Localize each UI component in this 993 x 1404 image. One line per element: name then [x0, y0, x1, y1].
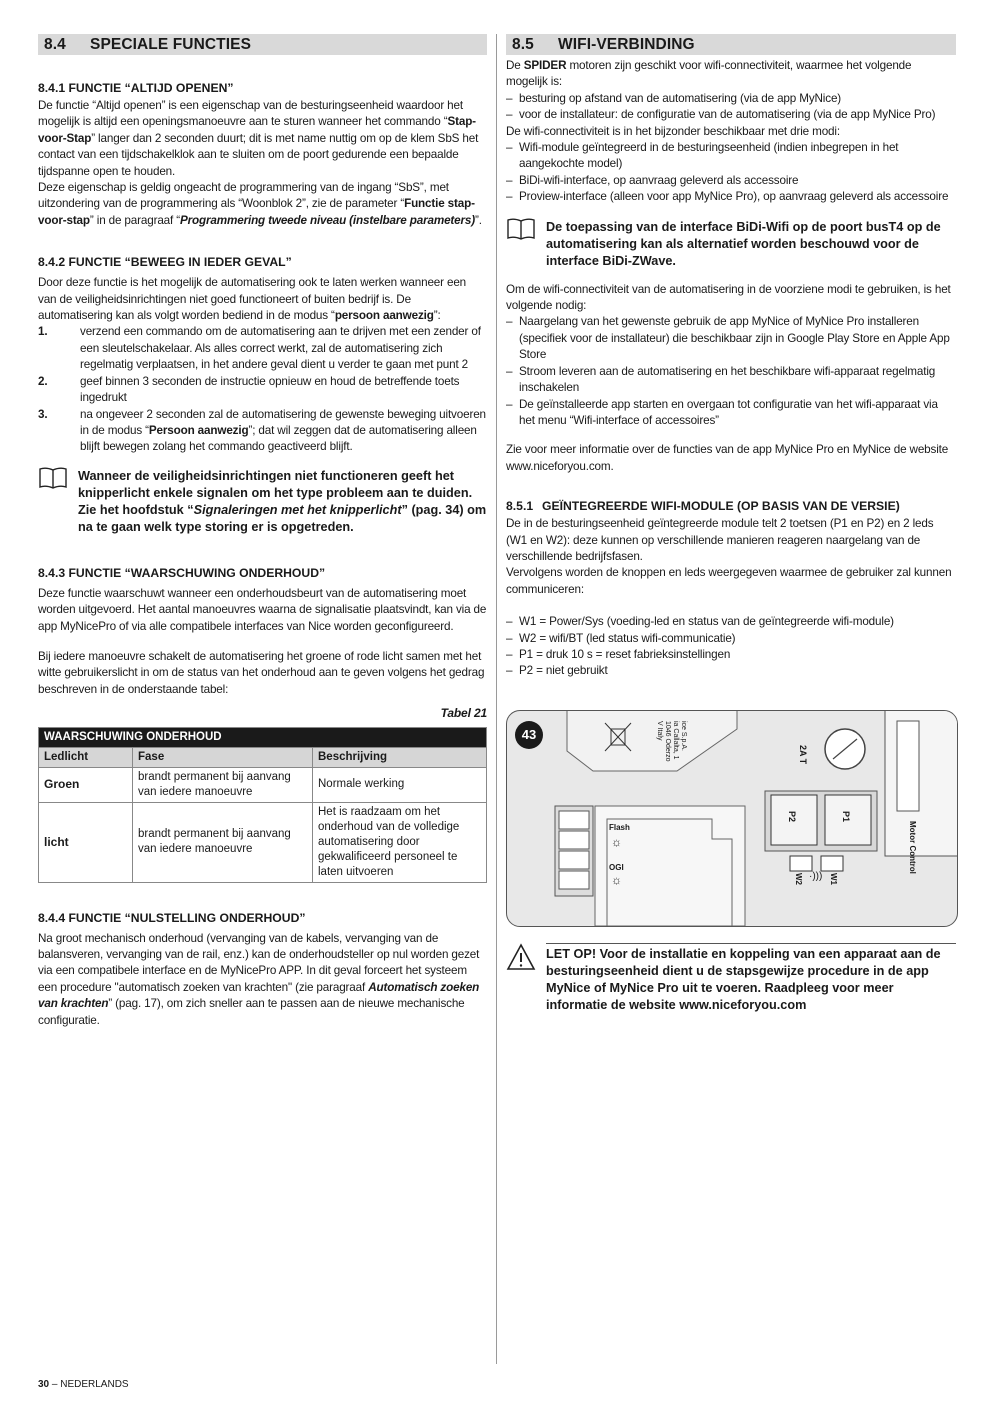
- paragraph-altijd-openen-1: De functie “Altijd openen” is een eigenschap van de besturingseenheid waardoor het mogelijk is altijd een openingsmanoeuvre aan te sturen wanneer het commando “Stap-voor-Stap” langer dan 2 seconden duurt; dit is met name nuttig om op de klem SbS het contact van een tijdschakelklok aan te sluiten om de poort gedurende een bepaalde tijdspanne open te houden.: [38, 99, 479, 178]
- ogi-led-icon: ☼: [611, 872, 622, 887]
- list-item: – Naargelang van het gewenste gebruik de app MyNice of MyNice Pro installeren (specifiek voor de installateur) die beschikbaar zijn in Google Play Store en Apple App Store: [506, 314, 956, 363]
- book-icon: [38, 466, 68, 495]
- list-item: 3. na ongeveer 2 seconden zal de automatisering de gewenste beweging uitvoeren in de modus “Persoon aanwezig”; dat wil zeggen dat de automatisering alleen blijft bewegen zolang het commando geactiveerd blijft.: [38, 407, 486, 454]
- w1-led-label: W1: [829, 872, 838, 885]
- paragraph-nulstelling: Na groot mechanisch onderhoud (vervanging van de kabels, vervanging van de balansveren, vervanging van de rail, enz.) kan de onderhoudsteller op nul worden gezet via een compatibele interface en de MyNicePro APP. In dit geval forceert het systeem een procedure "automatisch zoeken van krachten" (zie paragraaf Automatisch zoeken van krachten” (pag. 17), om zich sneller aan te passen aan de nieuwe mechanische configuratie.: [38, 931, 480, 1027]
- table-label: Tabel 21: [440, 706, 487, 721]
- buttons-leds-list: [506, 614, 956, 680]
- paragraph-module: De in de besturingseenheid geïntegreerde module telt 2 toetsen (P1 en P2) en 2 leds (W1 en W2): deze kunnen op verschillende manieren reageren naargelang van de verschillende bedrijfsfasen.: [506, 517, 934, 563]
- list-item: – P1 = druk 10 s = reset fabrieksinstellingen: [506, 647, 956, 663]
- heading-8-5-1: 8.5.1 GEÏNTEGREERDE WIFI-MODULE (OP BASIS VAN DE VERSIE): [506, 499, 900, 514]
- modes-list: [506, 140, 956, 206]
- flash-led-icon: ☼: [611, 834, 622, 849]
- flash-label: Flash: [609, 822, 630, 832]
- paragraph-more-info: Zie voor meer informatie over de functies van de app MyNice Pro en MyNice de website www.niceforyou.com.: [506, 443, 949, 473]
- figure-number-badge: 43: [515, 721, 543, 749]
- list-item: – Wifi-module geïntegreerd in de besturingseenheid (indien inbegrepen in het aangekochte model): [506, 140, 956, 173]
- list-item: – De geïnstalleerde app starten en overgaan tot configuratie van het wifi-apparaat via het menu “Wifi-interface of accessoires”: [506, 397, 956, 430]
- list-item: – W2 = wifi/BT (led status wifi-communicatie): [506, 631, 956, 647]
- table-row: Groen brandt permanent bij aanvang van iedere manoeuvre Normale werking: [39, 767, 487, 802]
- manual-note: Wanneer de veiligheidsinrichtingen niet functioneren geeft het knipperlicht enkele signalen om het type probleem aan te duiden. Zie het hoofdstuk “Signaleringen met het knipperlicht” (pag. 34) om na te gaan welk type storing er is opgetreden.: [38, 466, 487, 536]
- ogi-label: OGI: [609, 862, 624, 872]
- warning-note: LET OP! Voor de installatie en koppeling van een apparaat aan de besturingseenheid dient u de stapsgewijze procedure in de app MyNice of MyNice Pro uit te voeren. Raadpleeg voor meer informatie de website www.niceforyou.com: [506, 943, 956, 1014]
- table-title: WAARSCHUWING ONDERHOUD: [39, 727, 487, 747]
- paragraph-altijd-openen-2: Deze eigenschap is geldig ongeacht de programmering van de ingang “SbS”, met uitzondering van de programmering als “Woonblok 2”, zie de parameter “Functie stap-voor-stap” in de paragraaf “Programmering tweede niveau (instelbare parameters)”.: [38, 181, 482, 227]
- paragraph-onderhoud-1: Deze functie waarschuwt wanneer een onderhoudsbeurt van de automatisering moet worden uitgevoerd. Het aantal manoeuvres waarna de signalisatie plaatsvindt, kan via de app MyNicePro of via alle compatibele interfaces van Nice worden geconfigureerd.: [38, 586, 487, 633]
- right-column: [506, 34, 956, 1014]
- w2-led-label: W2: [794, 872, 803, 885]
- list-item: – besturing op afstand van de automatisering (via de app MyNice): [506, 91, 956, 107]
- list-item: – Stroom leveren aan de automatisering en het beschikbare wifi-apparaat regelmatig inschakelen: [506, 364, 956, 397]
- heading-8-4-2: 8.4.2 FUNCTIE “BEWEEG IN IEDER GEVAL”: [38, 255, 292, 270]
- list-item: 1. verzend een commando om de automatisering aan te drijven met een zender of een sleutelschakelaar. Als alles correct werkt, zal de automatisering zich regelmatig verplaatsen, in het andere geval dient u verder te gaan met punt 2: [38, 325, 481, 372]
- warning-icon: [506, 943, 536, 976]
- section-header-8-5: [506, 34, 956, 55]
- paragraph-buttons: Vervolgens worden de knoppen en leds weergegeven waarmee de gebruiker zal kunnen communiceren:: [506, 566, 952, 596]
- heading-8-4-4: 8.4.4 FUNCTIE “NULSTELLING ONDERHOUD”: [38, 910, 306, 925]
- wifi-icon: ·))): [809, 870, 823, 882]
- section-number: 8.4: [44, 35, 66, 53]
- table-row: licht brandt permanent bij aanvang van iedere manoeuvre Het is raadzaam om het onderhoud van de volledige automatisering door gekwalificeerd personeel te laten uitvoeren: [39, 802, 487, 882]
- capabilities-list: [506, 91, 956, 124]
- p2-button: P2: [787, 810, 797, 822]
- figure-43: [506, 710, 958, 927]
- paragraph-intro: De SPIDER motoren zijn geschikt voor wifi-connectiviteit, waarmee het volgende mogelijk is:: [506, 59, 912, 89]
- list-item: 2. geef binnen 3 seconden de instructie opnieuw en houd de betreffende toets ingedrukt: [38, 374, 460, 405]
- list-item: – P2 = niet gebruikt: [506, 663, 956, 679]
- list-item: – voor de installateur: de configuratie van de automatisering (via de app MyNice Pro): [506, 107, 956, 123]
- book-icon: [506, 217, 536, 246]
- column-header: Beschrijving: [313, 747, 487, 767]
- manufacturer-label: ice S.p.A. ia Callalta, 1 1046 Oderzo V Italy: [656, 720, 687, 762]
- left-column: [38, 34, 487, 1029]
- paragraph-beweeg-1: Door deze functie is het mogelijk de automatisering ook te laten werken wanneer een van de veiligheidsinrichtingen niet goed functioneert of buiten bedrijf is. De automatisering kan als volgt worden bediend in de modus “persoon aanwezig”:: [38, 276, 467, 323]
- column-divider: [496, 34, 497, 1364]
- column-header: Fase: [133, 747, 313, 767]
- p1-button: P1: [841, 810, 851, 822]
- requirements-list: [506, 314, 956, 429]
- paragraph-needs: Om de wifi-connectiviteit van de automatisering in de voorziene modi te gebruiken, is het volgende nodig:: [506, 282, 951, 313]
- section-number: 8.5: [512, 35, 534, 53]
- list-item: – Proview-interface (alleen voor app MyNice Pro), op aanvraag geleverd als accessoire: [506, 189, 956, 205]
- heading-8-4-3: 8.4.3 FUNCTIE “WAARSCHUWING ONDERHOUD”: [38, 565, 326, 580]
- board-diagram: [507, 711, 957, 926]
- steps-list: [38, 324, 487, 455]
- paragraph-onderhoud-2: Bij iedere manoeuvre schakelt de automatisering het groene of rode licht samen met het witte gebruikerslicht in om de status van het onderhoud aan te geven volgens het gedrag beschreven in de onderstaande tabel:: [38, 649, 485, 696]
- section-header-8-4: [38, 34, 487, 55]
- fuse-label: 2A T: [798, 744, 808, 764]
- list-item: – W1 = Power/Sys (voeding-led en status van de geïntegreerde wifi-module): [506, 614, 956, 630]
- maintenance-table: [38, 727, 487, 883]
- motor-control-label: Motor Control: [908, 820, 917, 874]
- section-title: WIFI-VERBINDING: [558, 35, 695, 53]
- paragraph-modes: De wifi-connectiviteit is in het bijzonder beschikbaar met drie modi:: [506, 124, 840, 138]
- section-title: SPECIALE FUNCTIES: [90, 35, 252, 53]
- heading-8-4-1: 8.4.1 FUNCTIE “ALTIJD OPENEN”: [38, 81, 234, 95]
- manual-note: De toepassing van de interface BiDi-Wifi op de poort busT4 op de automatisering kan als alternatief worden beschouwd voor de interface BiDi-ZWave.: [506, 217, 956, 270]
- column-header: Ledlicht: [39, 747, 133, 767]
- list-item: – BiDi-wifi-interface, op aanvraag geleverd als accessoire: [506, 173, 956, 189]
- page-footer: 30 – NEDERLANDS: [38, 1379, 129, 1390]
